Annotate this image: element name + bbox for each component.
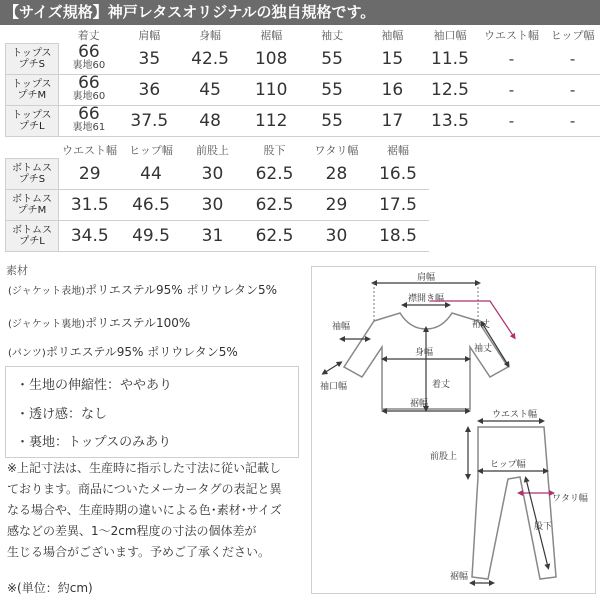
column-header: 身幅 — [199, 29, 222, 43]
table-cell: 34.5 — [59, 221, 121, 252]
column-header: 袖口幅 — [433, 29, 467, 43]
column-header: 着丈 — [77, 29, 100, 43]
table-cell: 28 — [306, 159, 368, 190]
property-lining: ・裏地：トップスのみあり — [16, 435, 172, 450]
table-cell: - — [478, 75, 546, 106]
column-header: ワタリ幅 — [314, 144, 359, 158]
property-stretch: ・生地の伸縮性：ややあり — [16, 378, 173, 393]
table-cell: 42.5 — [179, 44, 240, 75]
table-cell: 49.5 — [121, 221, 182, 252]
length-cell: 66 裏地61 — [58, 106, 119, 137]
column-header: ヒップ幅 — [550, 29, 595, 43]
label-waist: ウエスト幅 — [492, 410, 538, 420]
table-cell: 15 — [362, 44, 422, 75]
table-cell: - — [478, 106, 546, 137]
table-row — [6, 159, 429, 190]
label-kata: 肩幅 — [416, 273, 436, 283]
length-cell: 66 裏地60 — [58, 75, 119, 106]
table-cell: 48 — [179, 106, 240, 137]
table-row — [6, 75, 600, 106]
table-cell: 62.5 — [244, 190, 306, 221]
row-label: トップス プチL — [6, 106, 59, 137]
tops-size-table — [5, 27, 600, 137]
material-item: (パンツ)ポリエステル95% ポリウレタン5% — [8, 345, 238, 359]
table-cell: 17 — [362, 106, 422, 137]
bottoms-size-table — [5, 142, 429, 252]
label-sodeguchi: 袖口幅 — [320, 382, 348, 392]
material-title: 素材 — [6, 264, 28, 277]
table-cell: 108 — [241, 44, 302, 75]
table-cell: 18.5 — [368, 221, 429, 252]
table-row — [6, 106, 600, 137]
property-sheer: ・透け感：なし — [16, 407, 108, 422]
corner-cell — [6, 142, 59, 159]
measurement-diagram — [311, 266, 596, 594]
table-cell: 62.5 — [244, 221, 306, 252]
table-cell: 55 — [302, 106, 363, 137]
table-cell: 44 — [121, 159, 182, 190]
table-cell: 30 — [306, 221, 368, 252]
table-cell: 31.5 — [59, 190, 121, 221]
table-cell: 29 — [306, 190, 368, 221]
corner-cell — [6, 27, 59, 44]
column-header: 裾幅 — [260, 29, 283, 43]
table-cell: 30 — [182, 190, 244, 221]
table-cell: - — [545, 106, 600, 137]
table-cell: 12.5 — [422, 75, 477, 106]
label-mata: 股下 — [534, 522, 553, 532]
row-label: トップス プチM — [6, 75, 59, 106]
table-cell: - — [545, 75, 600, 106]
table-cell: - — [545, 44, 600, 75]
table-cell: 36 — [119, 75, 179, 106]
label-hip: ヒップ幅 — [490, 460, 526, 470]
pants-shape — [472, 427, 556, 579]
row-label: ボトムス プチM — [6, 190, 59, 221]
table-cell: - — [478, 44, 546, 75]
table-cell: 16 — [362, 75, 422, 106]
column-header: ウエスト幅 — [483, 29, 539, 43]
column-header: ウエスト幅 — [62, 144, 117, 158]
table-row — [6, 44, 600, 75]
tops-header-row — [6, 27, 600, 44]
table-row — [6, 190, 429, 221]
note-line: ております。商品についたメーカータグの表記と異 — [7, 482, 282, 496]
label-eri: 襟開き幅 — [407, 294, 445, 304]
note-line: なる場合や、生産時期の違いによる色･素材･サイズ — [7, 503, 282, 517]
label-yuki: 裄丈 — [472, 320, 491, 330]
table-cell: 16.5 — [368, 159, 429, 190]
note-line: 生じる場合がございます。予めご了承ください。 — [7, 545, 271, 559]
column-header: ヒップ幅 — [129, 144, 173, 158]
table-cell: 11.5 — [422, 44, 477, 75]
table-cell: 35 — [119, 44, 179, 75]
table-cell: 55 — [302, 75, 363, 106]
label-kitake: 着丈 — [432, 380, 451, 390]
label-suso-pants: 裾幅 — [450, 572, 469, 582]
size-header: 【サイズ規格】神戸レタスオリジナルの独自規格です。 — [0, 0, 600, 25]
arrow-sodeguchi — [324, 363, 340, 373]
label-maeage: 前股上 — [430, 452, 458, 462]
table-cell: 46.5 — [121, 190, 182, 221]
unit-note: ※(単位：約cm) — [7, 581, 93, 595]
note-line: 感などの差異、1～2cm程度の寸法の個体差が — [7, 524, 257, 538]
row-label: トップス プチS — [6, 44, 59, 75]
table-cell: 17.5 — [368, 190, 429, 221]
table-cell: 55 — [302, 44, 363, 75]
table-cell: 112 — [241, 106, 302, 137]
fabric-properties-box — [5, 366, 299, 458]
row-label: ボトムス プチL — [6, 221, 59, 252]
table-row — [6, 221, 429, 252]
label-sodetake: 袖丈 — [474, 344, 493, 354]
disclaimer-notes — [7, 458, 305, 563]
note-line: ※上記寸法は、生産時に指示した寸法に従い記載し — [7, 461, 282, 475]
table-cell: 29 — [59, 159, 121, 190]
label-watari: ワタリ幅 — [552, 494, 588, 504]
table-cell: 30 — [182, 159, 244, 190]
length-cell: 66 裏地60 — [58, 44, 119, 75]
bottoms-header-row — [6, 142, 429, 159]
diagram-svg — [312, 267, 595, 593]
label-sode-haba: 袖幅 — [332, 322, 351, 332]
label-suso-top: 裾幅 — [410, 399, 429, 409]
column-header: 裾幅 — [387, 144, 409, 158]
label-mi: 身幅 — [415, 348, 434, 358]
material-item: (ジャケット表地)ポリエステル95% ポリウレタン5% — [8, 283, 278, 297]
column-header: 前股上 — [196, 144, 229, 158]
column-header: 袖幅 — [381, 29, 404, 43]
material-item: (ジャケット裏地)ポリエステル100% — [8, 316, 191, 330]
table-cell: 45 — [179, 75, 240, 106]
table-cell: 110 — [241, 75, 302, 106]
table-cell: 37.5 — [119, 106, 179, 137]
column-header: 袖丈 — [321, 29, 344, 43]
column-header: 股下 — [263, 144, 286, 158]
table-cell: 31 — [182, 221, 244, 252]
table-cell: 62.5 — [244, 159, 306, 190]
column-header: 肩幅 — [138, 29, 161, 43]
row-label: ボトムス プチS — [6, 159, 59, 190]
table-cell: 13.5 — [422, 106, 477, 137]
